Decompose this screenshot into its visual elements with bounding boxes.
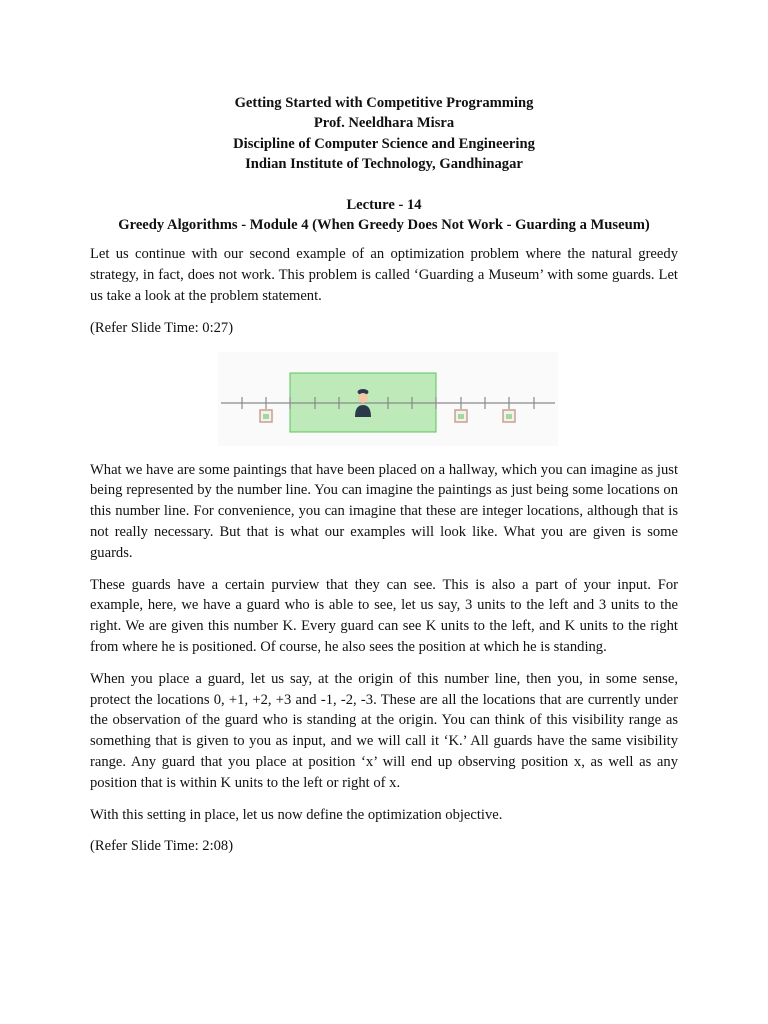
painting-icon: [455, 410, 467, 422]
painting-icon: [260, 410, 272, 422]
number-line-figure: [218, 352, 558, 446]
course-title: Getting Started with Competitive Programming: [234, 95, 534, 111]
module-title: Greedy Algorithms - Module 4 (When Greedy Does Not Work - Guarding a Museum): [118, 217, 650, 234]
slide-time-ref-1: (Refer Slide Time: 0:27): [90, 319, 234, 336]
slide-figure: [218, 352, 558, 446]
slide-time-ref-2: (Refer Slide Time: 2:08): [90, 838, 234, 855]
paragraph-intro: Let us continue with our second example of an optimization problem where the natural greedy strategy, in fact, does not work. This problem is called ‘Guarding a Museum’ with some guards. Let us take a look at the problem statement.: [90, 246, 678, 305]
discipline: Discipline of Computer Science and Engineering: [233, 135, 535, 152]
paragraph-paintings: What we have are some paintings that have been placed on a hallway, which you can imagine as just being represented by the number line. You can imagine the paintings as just being some locations on this number line. For convenience, you can imagine that these are integer locations, although that is not really necessary. But that is what our examples will look like. What you are given is some guards.: [90, 461, 678, 561]
painting-icon: [503, 410, 515, 422]
paragraph-origin: When you place a guard, let us say, at the origin of this number line, then you, in some sense, protect the locations 0, +1, +2, +3 and -1, -2, -3. These are all the locations that are currently under the observation of the guard who is standing at the origin. You can think of this visibility range as something that is given to you as input, and we will call it ‘K.’ All guards have the same visibility range. Any guard that you place at position ‘x’ will end up observing position x, as well as any position that is within K units to the left or right of x.: [90, 670, 678, 791]
paragraph-guards: These guards have a certain purview that they can see. This is also a part of your input. For example, here, we have a guard who is able to see, let us say, 3 units to the left and 3 units to the right. We are given this number K. Every guard can see K units to the left, and K units to the right from where he is positioned. Of course, he also sees the position at which he is standing.: [90, 576, 678, 655]
document-page: [90, 93, 678, 868]
institute: Indian Institute of Technology, Gandhinagar: [245, 156, 523, 173]
lecture-number: Lecture - 14: [346, 196, 422, 213]
paragraph-objective: With this setting in place, let us now define the optimization objective.: [90, 806, 503, 823]
professor-name: Prof. Neeldhara Misra: [313, 115, 455, 132]
